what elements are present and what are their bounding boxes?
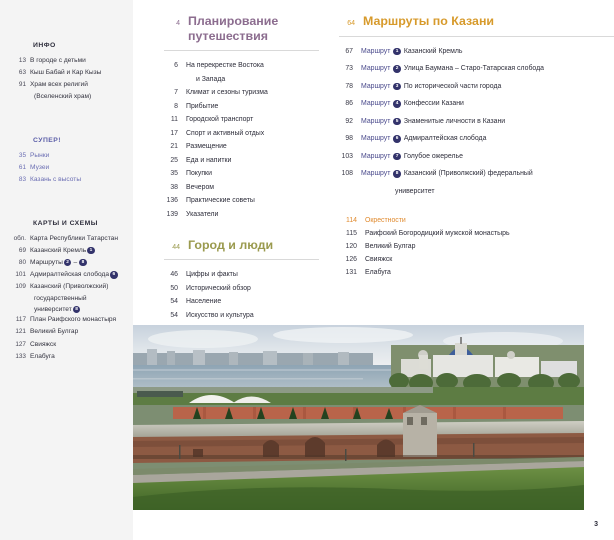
rail-item-label: Рынки [30,151,50,159]
route-number-badge: 8 [79,259,87,267]
route-item-label: Маршрут 7 Голубое ожерелье [361,152,463,160]
route-item-label: Маршрут 4 Конфессии Казани [361,100,464,107]
rail-item-page: обл. [13,234,26,242]
section-planning [154,14,319,220]
route-item-label: Маршрут 8 Казанский (Приволжский) федеральный [361,170,533,177]
toc-item-page: 120 [345,242,357,250]
rail-item-page: 63 [18,69,26,77]
toc-item-page: 6 [174,62,178,69]
toc-item[interactable] [154,155,319,166]
section-page-number: 4 [176,20,180,27]
rail-item[interactable] [10,175,125,186]
rail-item-page: 127 [15,340,26,348]
route-number-badge: 7 [393,153,401,161]
toc-item[interactable] [154,182,319,193]
rail-item[interactable] [10,163,125,174]
section-title: Окрестности [365,216,406,224]
rail-item-label: Маршруты 2 – 8 [30,258,88,269]
route-item[interactable] [329,81,614,92]
rail-item[interactable] [10,68,125,79]
toc-item-page: 38 [170,183,178,191]
rail-item-label: Казанский Кремль 1 [30,246,96,257]
rail-item-page: 80 [18,258,26,266]
toc-item[interactable] [329,254,614,265]
rail-item[interactable] [10,270,125,281]
route-item-page: 86 [345,100,353,107]
rail-heading-info: ИНФО [33,42,56,49]
toc-item-page: 54 [170,298,178,305]
toc-item[interactable] [329,228,614,239]
range-dash: – [73,258,78,266]
toc-item-label: Покупки [186,170,212,177]
toc-item[interactable] [154,141,319,152]
route-item-page: 92 [345,117,353,125]
toc-item-label: Еда и напитки [186,156,232,164]
route-item-label: Маршрут 1 Казанский Кремль [361,47,463,55]
rail-block-super [10,137,125,186]
toc-item-page: 50 [170,284,178,292]
rail-item[interactable] [10,315,125,326]
rail-item[interactable] [10,258,125,269]
toc-item-page: 136 [166,197,178,204]
toc-item[interactable] [154,283,319,294]
route-item-page: 108 [341,170,353,177]
route-item[interactable] [329,168,614,179]
route-item-continuation: университет [395,187,435,195]
toc-item-label: На перекрестке Востока [186,62,264,69]
route-item-page: 78 [345,82,353,90]
route-number-badge: 1 [87,247,95,255]
toc-item-label: Указатели [186,210,219,218]
rail-item-page: 101 [15,270,26,278]
route-number-badge: 4 [393,100,401,108]
rail-item-continuation: университет 8 [34,305,125,316]
rail-item-label: Карта Республики Татарстан [30,234,118,242]
toc-item[interactable] [329,241,614,252]
rail-item-label: Елабуга [30,352,55,360]
toc-item-page: 54 [170,311,178,319]
rail-item[interactable] [10,327,125,338]
route-number-badge: 6 [110,271,118,279]
rail-item-label: План Раифского монастыря [30,316,117,324]
toc-item-label: Вечером [186,183,215,191]
rail-item[interactable] [10,80,125,91]
route-item-label: Маршрут 6 Адмиралтейская слобода [361,135,487,142]
rail-block-maps [10,220,125,363]
route-number-badge: 6 [393,135,401,143]
section-surroundings [329,215,614,278]
route-item-page: 98 [345,135,353,142]
toc-item-page: 115 [346,229,357,237]
route-number-badge: 3 [393,83,401,91]
section-surroundings-header[interactable] [329,215,614,226]
rail-item-label: Кыш Бабай и Кар Кызы [30,69,102,77]
rail-item[interactable] [10,282,125,293]
toc-item-label: Цифры и факты [186,271,238,278]
section-planning-header[interactable] [154,14,319,43]
toc-item-label: Великий Булгар [365,242,416,250]
toc-item-page: 126 [345,255,357,263]
rail-block-info [10,42,125,103]
route-item-page: 67 [345,47,353,55]
toc-item-page: 8 [174,102,178,110]
rail-item-label: Храм всех религий [30,81,88,89]
toc-item-label: Городской транспорт [186,116,254,123]
toc-item-label: Размещение [186,143,227,150]
section-divider [339,36,614,37]
toc-item[interactable] [329,267,614,278]
route-item[interactable] [329,46,614,57]
toc-item[interactable] [154,195,319,206]
rail-item-continuation: государственный [34,295,87,303]
route-item-page: 73 [345,65,353,72]
toc-item-label: Прибытие [186,102,219,110]
route-item[interactable] [329,133,614,144]
toc-item-label: Спорт и активный отдых [186,129,265,137]
toc-item-page: 11 [170,116,178,123]
rail-item-label: Музеи [30,163,50,171]
kremlin-panorama-photo [133,325,584,510]
toc-item[interactable] [154,60,319,71]
toc-item[interactable] [154,101,319,112]
toc-item-page: 21 [170,143,178,150]
rail-item-label: Казанский (Приволжский) [30,283,109,291]
route-item-label: Маршрут 5 Знаменитые личности в Казани [361,117,506,125]
rail-item[interactable] [10,234,125,245]
rail-item-label: Великий Булгар [30,328,79,336]
toc-item-page: 25 [170,156,178,164]
route-number-badge: 8 [393,170,401,178]
route-number-badge: 1 [393,48,401,56]
rail-item[interactable] [10,246,125,257]
toc-item-label: Раифский Богородицкий мужской монастырь [365,229,510,237]
route-item[interactable] [329,151,614,162]
route-item-page: 103 [341,152,353,160]
rail-item-page: 83 [18,176,26,184]
rail-item-continuation: (Вселенский храм) [34,93,92,101]
route-number-badge: 2 [64,259,72,267]
route-item-label: Маршрут 3 По исторической части города [361,82,502,90]
toc-item-label: Население [186,298,222,305]
route-number-badge: 5 [393,118,401,126]
rail-item-page: 61 [18,163,26,171]
rail-item-page: 117 [15,316,26,324]
toc-item-continuation: и Запада [196,75,226,83]
route-item[interactable] [329,116,614,127]
toc-item-label: Искусство и культура [186,311,254,319]
rail-item-page: 35 [18,151,26,159]
contents-column-right [329,14,614,296]
toc-item-page: 46 [170,271,178,278]
rail-heading-super: СУПЕР! [33,136,61,144]
route-item-label: Маршрут 2 Улица Баумана – Старо-Татарская слобода [361,65,544,72]
route-item[interactable] [329,98,614,109]
section-divider [164,50,319,51]
rail-item-page: 91 [18,81,26,89]
section-page-number: 64 [347,20,355,27]
toc-item-label: Климат и сезоны туризма [186,89,268,96]
toc-item-label: Свияжск [365,255,393,263]
toc-item[interactable] [154,209,319,220]
rail-item-label: Свияжск [30,340,57,348]
section-title: Маршруты по Казани [363,14,495,28]
section-title: Планирование путешествия [188,14,279,43]
rail-item-page: 133 [15,352,26,360]
toc-item[interactable] [154,128,319,139]
toc-item-page: 131 [345,268,357,276]
toc-item-page: 35 [170,170,178,177]
toc-item[interactable] [154,168,319,179]
rail-item[interactable] [10,56,125,67]
toc-item-page: 139 [166,210,178,218]
section-routes [329,14,614,197]
page-number: 3 [594,521,598,528]
toc-item[interactable] [154,310,319,321]
route-item[interactable] [329,63,614,74]
toc-item-label: Исторический обзор [186,284,251,292]
rail-item-label: В городе с детьми [30,57,86,64]
toc-item[interactable] [154,114,319,125]
rail-item-page: 121 [15,328,26,336]
route-number-badge: 8 [73,306,81,314]
toc-item[interactable] [154,269,319,280]
toc-item-label: Практические советы [186,197,255,204]
rail-item-page: 13 [18,57,26,64]
rail-item-label: Адмиралтейская слобода 6 [30,270,119,281]
section-routes-header[interactable] [329,14,614,29]
rail-item-label: Казань с высоты [30,176,82,184]
section-divider [164,259,319,260]
rail-item[interactable] [10,352,125,363]
section-city-header[interactable] [154,238,319,253]
section-title: Город и люди [188,237,274,252]
sidebar-content [0,0,133,362]
section-page-number: 114 [346,216,357,224]
photo-illustration [133,325,584,510]
toc-item[interactable] [154,296,319,307]
rail-item[interactable] [10,151,125,162]
rail-item-page: 69 [18,246,26,254]
toc-item-label: Елабуга [365,268,391,276]
route-number-badge: 2 [393,65,401,73]
rail-heading-maps: КАРТЫ И СХЕМЫ [33,219,98,227]
rail-item-page: 109 [15,283,26,291]
rail-item[interactable] [10,340,125,351]
section-page-number: 44 [172,243,180,251]
toc-item-page: 17 [170,129,178,137]
toc-item-page: 7 [174,89,178,96]
toc-item[interactable] [154,87,319,98]
sidebar-rail [0,0,133,540]
